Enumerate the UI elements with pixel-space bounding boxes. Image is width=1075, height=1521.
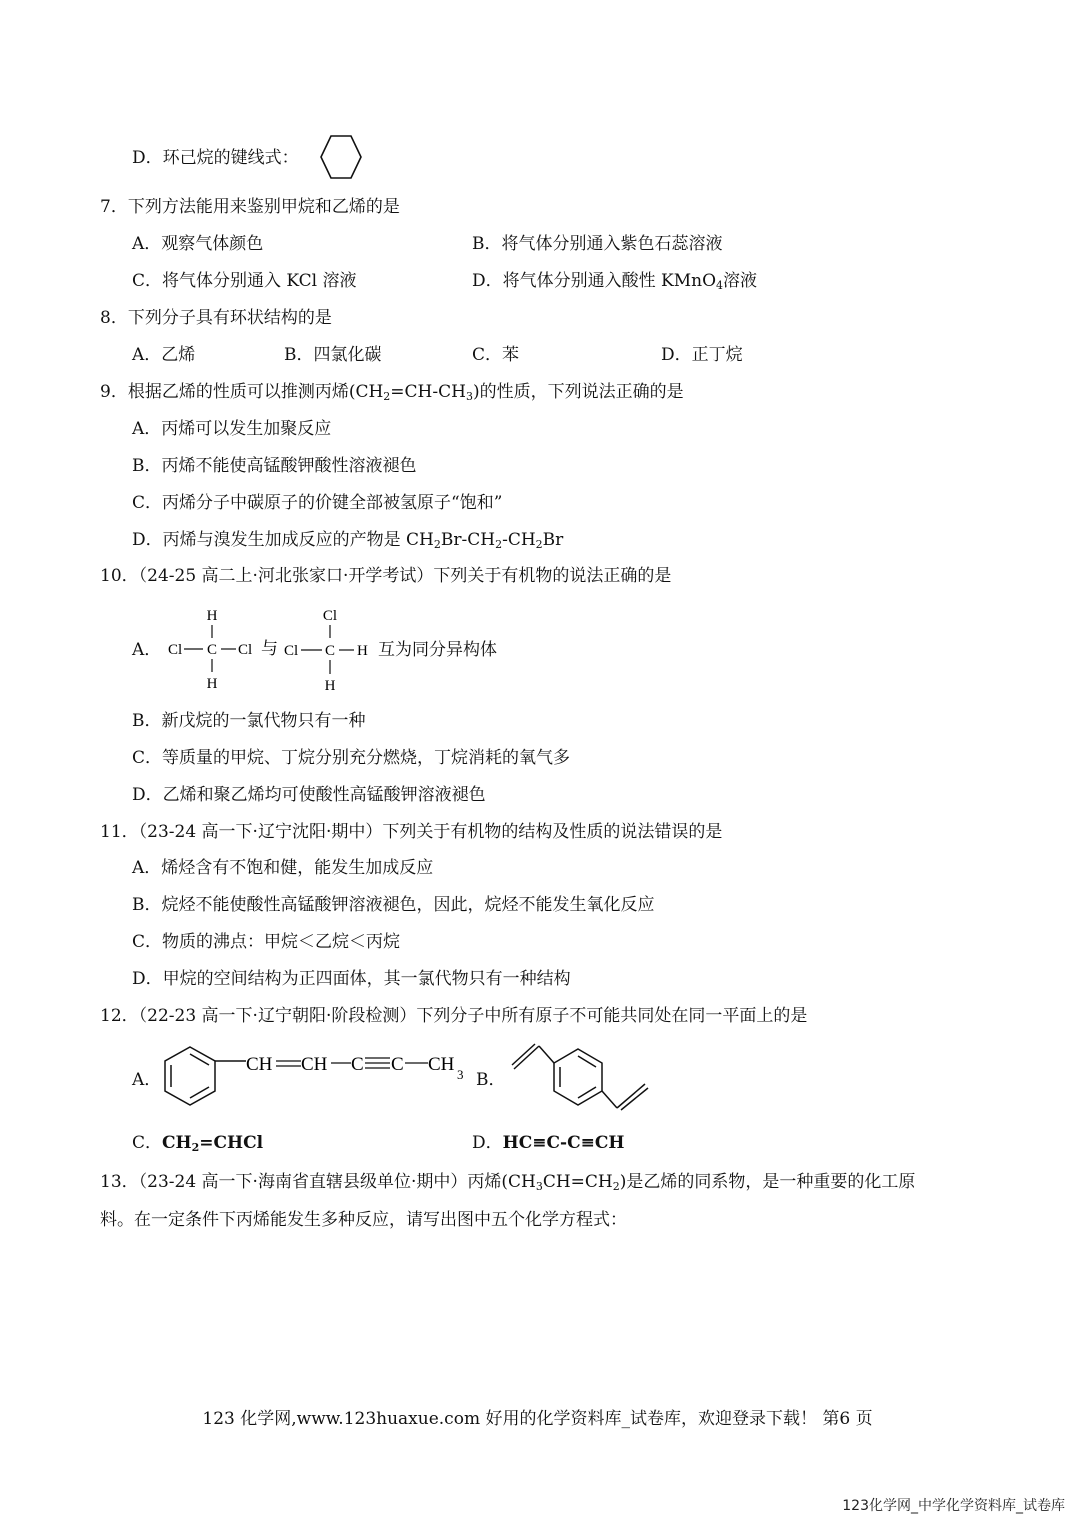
q9-option-d-mid2: -CH bbox=[502, 530, 536, 550]
q12-option-a-structure bbox=[160, 1040, 475, 1115]
q10-option-a-and: 与 bbox=[261, 639, 278, 658]
q10-option-b: B．新戊烷的一氯代物只有一种 bbox=[132, 711, 366, 731]
q9-stem bbox=[100, 380, 684, 409]
q12-stem: 12．（22-23 高一下·辽宁朝阳·阶段检测）下列分子中所有原子不可能共同处在同一平面上的是 bbox=[100, 1006, 808, 1026]
q9-stem-sub1: 2 bbox=[383, 390, 391, 403]
q13-stem-sub2: 2 bbox=[612, 1180, 620, 1193]
q13-stem-post: )是乙烯的同系物，是一种重要的化工原 bbox=[619, 1172, 916, 1192]
q12-option-c-sub: 2 bbox=[191, 1141, 200, 1154]
q7-option-d-pre: D．将气体分别通入酸性 KMnO bbox=[472, 271, 717, 291]
q12-a-ch2: CH bbox=[301, 1054, 328, 1075]
q9-option-d-sub2: 2 bbox=[495, 538, 503, 551]
q13-stem bbox=[100, 1170, 915, 1199]
q8-option-b: B．四氯化碳 bbox=[284, 345, 382, 365]
q7-option-d-post: 溶液 bbox=[723, 271, 758, 291]
struct1-bottom-atom: H bbox=[206, 676, 218, 692]
q13-stem-mid: CH=CH bbox=[542, 1172, 613, 1192]
q9-option-d bbox=[132, 528, 563, 557]
struct2-bottom-atom: H bbox=[324, 678, 336, 694]
q8-stem: 8．下列分子具有环状结构的是 bbox=[100, 308, 332, 328]
q7-option-a: A．观察气体颜色 bbox=[132, 234, 264, 254]
q12-option-a-label: A． bbox=[132, 1070, 162, 1090]
q12-a-ch5: CH bbox=[428, 1054, 455, 1075]
q9-option-c: C．丙烯分子中碳原子的价键全部被氢原子“饱和” bbox=[132, 493, 503, 513]
q13-stem-line2: 料。在一定条件下丙烯能发生多种反应，请写出图中五个化学方程式： bbox=[100, 1210, 627, 1230]
struct1-top-atom: H bbox=[206, 608, 218, 624]
q7-option-d bbox=[472, 269, 757, 298]
q9-option-a: A．丙烯可以发生加聚反应 bbox=[132, 419, 332, 439]
q10-option-c: C．等质量的甲烷、丁烷分别充分燃烧，丁烷消耗的氧气多 bbox=[132, 748, 571, 768]
q13-stem-pre: 13．（23-24 高一下·海南省直辖县级单位·期中）丙烯(CH bbox=[100, 1172, 536, 1192]
q10-dichloromethane-structures bbox=[160, 600, 390, 700]
q12-option-b-divinylbenzene bbox=[505, 1040, 660, 1115]
q12-a-ch1: CH bbox=[246, 1054, 273, 1075]
struct1-center-atom: C bbox=[206, 642, 218, 658]
q12-option-d-label: D． bbox=[472, 1133, 503, 1153]
q10-option-d: D．乙烯和聚乙烯均可使酸性高锰酸钾溶液褪色 bbox=[132, 785, 486, 805]
struct2-top-atom: Cl bbox=[322, 608, 338, 624]
q11-option-d: D．甲烷的空间结构为正四面体，其一氯代物只有一种结构 bbox=[132, 969, 571, 989]
q12-option-b-label: B． bbox=[476, 1070, 506, 1090]
q11-option-b: B．烷烃不能使酸性高锰酸钾溶液褪色，因此，烷烃不能发生氧化反应 bbox=[132, 895, 655, 915]
q11-option-a: A．烯烃含有不饱和健，能发生加成反应 bbox=[132, 858, 434, 878]
q10-option-a-tail: 互为同分异构体 bbox=[378, 640, 497, 660]
q9-option-d-pre: D．丙烯与溴发生加成反应的产物是 CH bbox=[132, 530, 434, 550]
q9-stem-sub2: 3 bbox=[465, 390, 473, 403]
q9-stem-pre: 9．根据乙烯的性质可以推测丙烯(CH bbox=[100, 382, 384, 402]
corner-watermark: 123化学网_中学化学资料库_试卷库 bbox=[842, 1498, 1065, 1514]
page-footer: 123 化学网,www.123huaxue.com 好用的化学资料库_试卷库，欢迎登录下载！ 第6 页 bbox=[202, 1409, 873, 1429]
q8-option-c: C．苯 bbox=[472, 345, 520, 365]
struct1-right-atom: Cl bbox=[238, 642, 253, 658]
q9-option-b: B．丙烯不能使高锰酸钾酸性溶液褪色 bbox=[132, 456, 417, 476]
q10-option-a-label: A． bbox=[132, 640, 162, 660]
q6-option-d-label: D．环己烷的键线式： bbox=[132, 148, 299, 168]
q7-option-d-sub: 4 bbox=[716, 279, 724, 292]
q9-option-d-sub1: 2 bbox=[433, 538, 441, 551]
q12-option-c bbox=[132, 1131, 263, 1160]
struct1-left-atom: Cl bbox=[168, 642, 183, 658]
q12-option-d bbox=[472, 1131, 624, 1155]
q7-stem: 7．下列方法能用来鉴别甲烷和乙烯的是 bbox=[100, 197, 400, 217]
q12-a-c3: C bbox=[351, 1054, 364, 1075]
cyclohexane-skeletal-diagram bbox=[318, 133, 364, 181]
q12-a-ch5-sub: 3 bbox=[457, 1067, 464, 1082]
q9-option-d-mid1: Br-CH bbox=[440, 530, 496, 550]
q7-option-b: B．将气体分别通入紫色石蕊溶液 bbox=[472, 234, 723, 254]
struct2-right-atom: H bbox=[357, 643, 368, 659]
q12-option-c-post: =CHCl bbox=[199, 1133, 264, 1153]
q8-option-a: A．乙烯 bbox=[132, 345, 196, 365]
q10-stem: 10．（24-25 高二上·河北张家口·开学考试）下列关于有机物的说法正确的是 bbox=[100, 566, 672, 586]
q9-option-d-post: Br bbox=[542, 530, 564, 550]
q9-stem-mid: =CH-CH bbox=[390, 382, 466, 402]
q11-stem: 11．（23-24 高一下·辽宁沈阳·期中）下列关于有机物的结构及性质的说法错误的是 bbox=[100, 822, 723, 842]
q11-option-c: C．物质的沸点：甲烷＜乙烷＜丙烷 bbox=[132, 932, 401, 952]
q12-option-d-formula: HC≡C-C≡CH bbox=[502, 1133, 625, 1153]
struct2-left-atom: Cl bbox=[284, 643, 299, 659]
q12-option-c-label: C． bbox=[132, 1133, 163, 1153]
q8-option-d: D．正丁烷 bbox=[661, 345, 743, 365]
q6-option-d bbox=[132, 146, 299, 170]
q9-option-d-sub3: 2 bbox=[535, 538, 543, 551]
q13-stem-sub1: 3 bbox=[535, 1180, 543, 1193]
struct2-center-atom: C bbox=[324, 643, 336, 659]
q9-stem-post: )的性质，下列说法正确的是 bbox=[472, 382, 684, 402]
q12-a-c4: C bbox=[391, 1054, 404, 1075]
q7-option-c: C．将气体分别通入 KCl 溶液 bbox=[132, 271, 357, 291]
q12-option-c-pre: CH bbox=[162, 1133, 192, 1153]
